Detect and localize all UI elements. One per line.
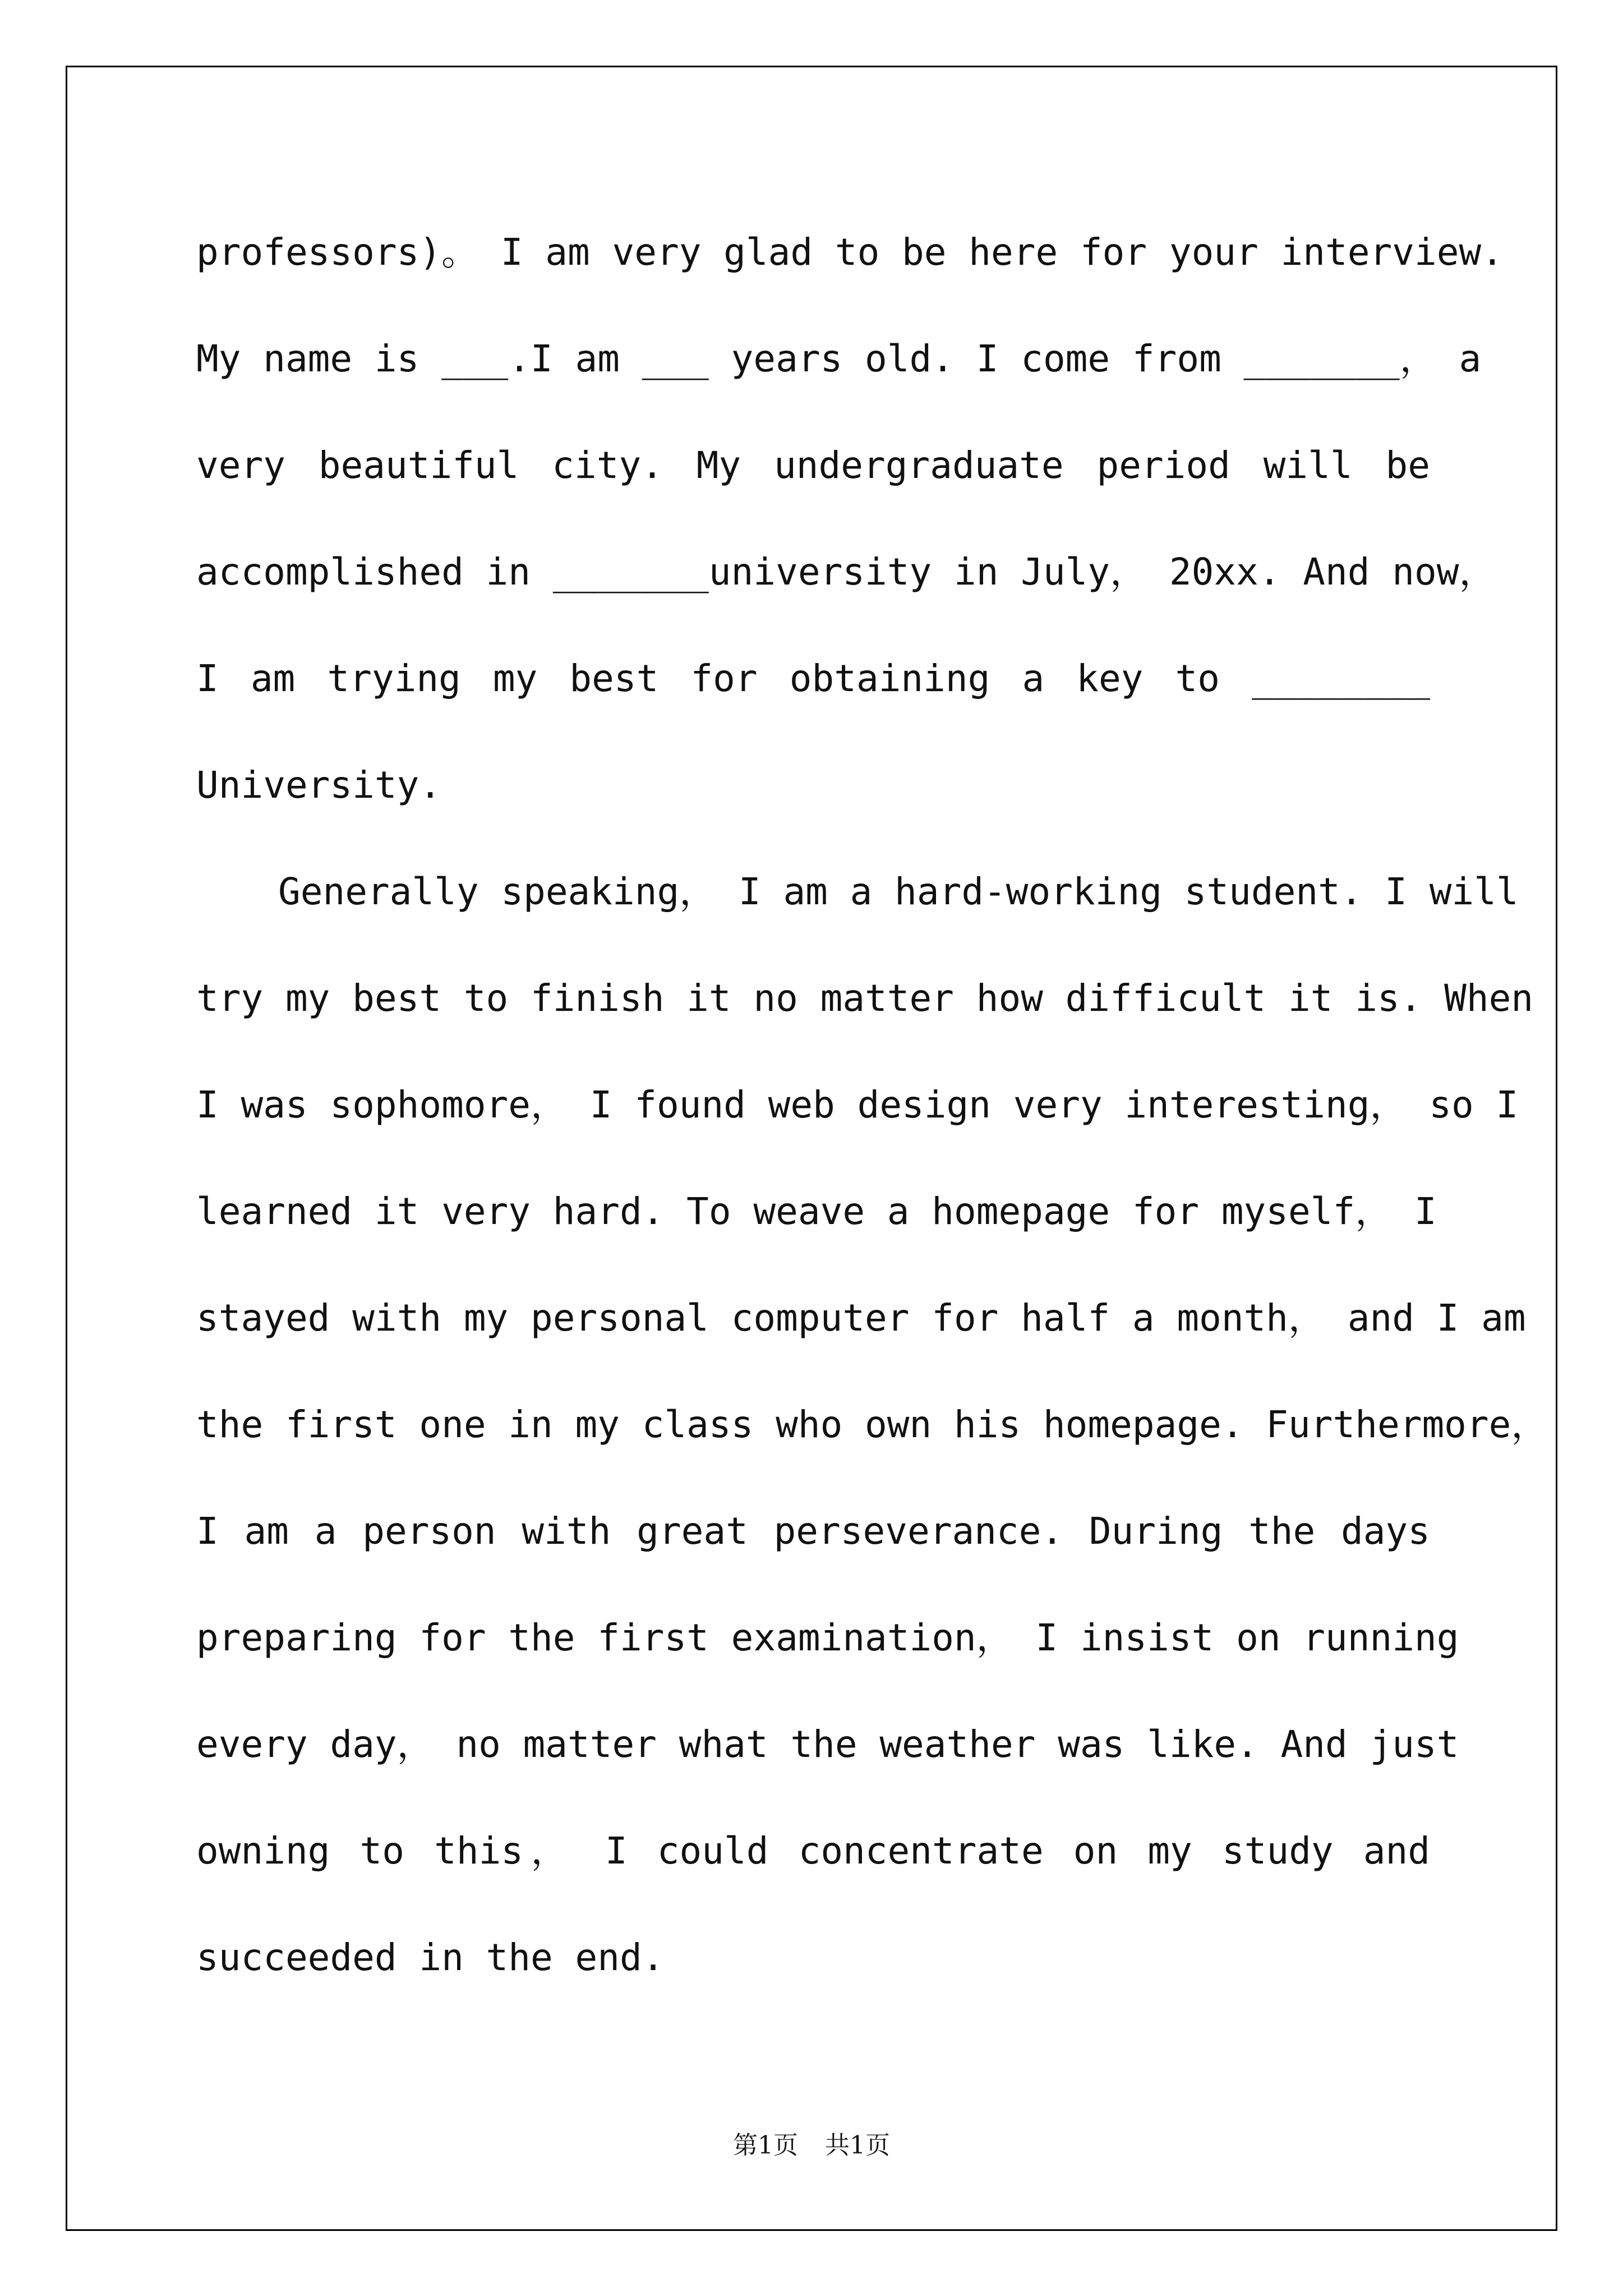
text-line: very beautiful city. My undergraduate period will be [196,444,1430,487]
text-line: owning to this， I could concentrate on my study and [196,1829,1430,1872]
text-line: My name is ___.I am ___ years old. I come from _______， a [196,337,1482,380]
text-line: University. [196,763,442,807]
text-line: try my best to finish it no matter how difficult it is. When [196,977,1534,1020]
page-footer [0,2129,1623,2162]
text-line: preparing for the first examination， I insist on running [196,1616,1459,1659]
text-line: the first one in my class who own his homepage. Furthermore， [196,1403,1548,1446]
page-number: 第1页 [733,2131,798,2160]
text-line: stayed with my personal computer for half a month， and I am [196,1296,1526,1340]
document-body [196,0,1548,2296]
text-line: learned it very hard. To weave a homepage for myself， I [196,1190,1437,1233]
text-line: every day， no matter what the weather was like. And just [196,1723,1459,1766]
text-line: succeeded in the end. [196,1936,665,1979]
text-line: I was sophomore， I found web design very interesting， so I [196,1083,1519,1126]
page-total: 共1页 [825,2131,890,2160]
text-line: I am a person with great perseverance. During the days [196,1510,1430,1553]
text-line: I am trying my best for obtaining a key to ________ [196,657,1430,700]
text-line: accomplished in _______university in July， 20xx. And now， [196,550,1496,593]
text-line: professors)。 I am very glad to be here for your interview. [196,231,1504,274]
paragraph-first-line: Generally speaking， I am a hard-working student. I will [278,870,1519,913]
